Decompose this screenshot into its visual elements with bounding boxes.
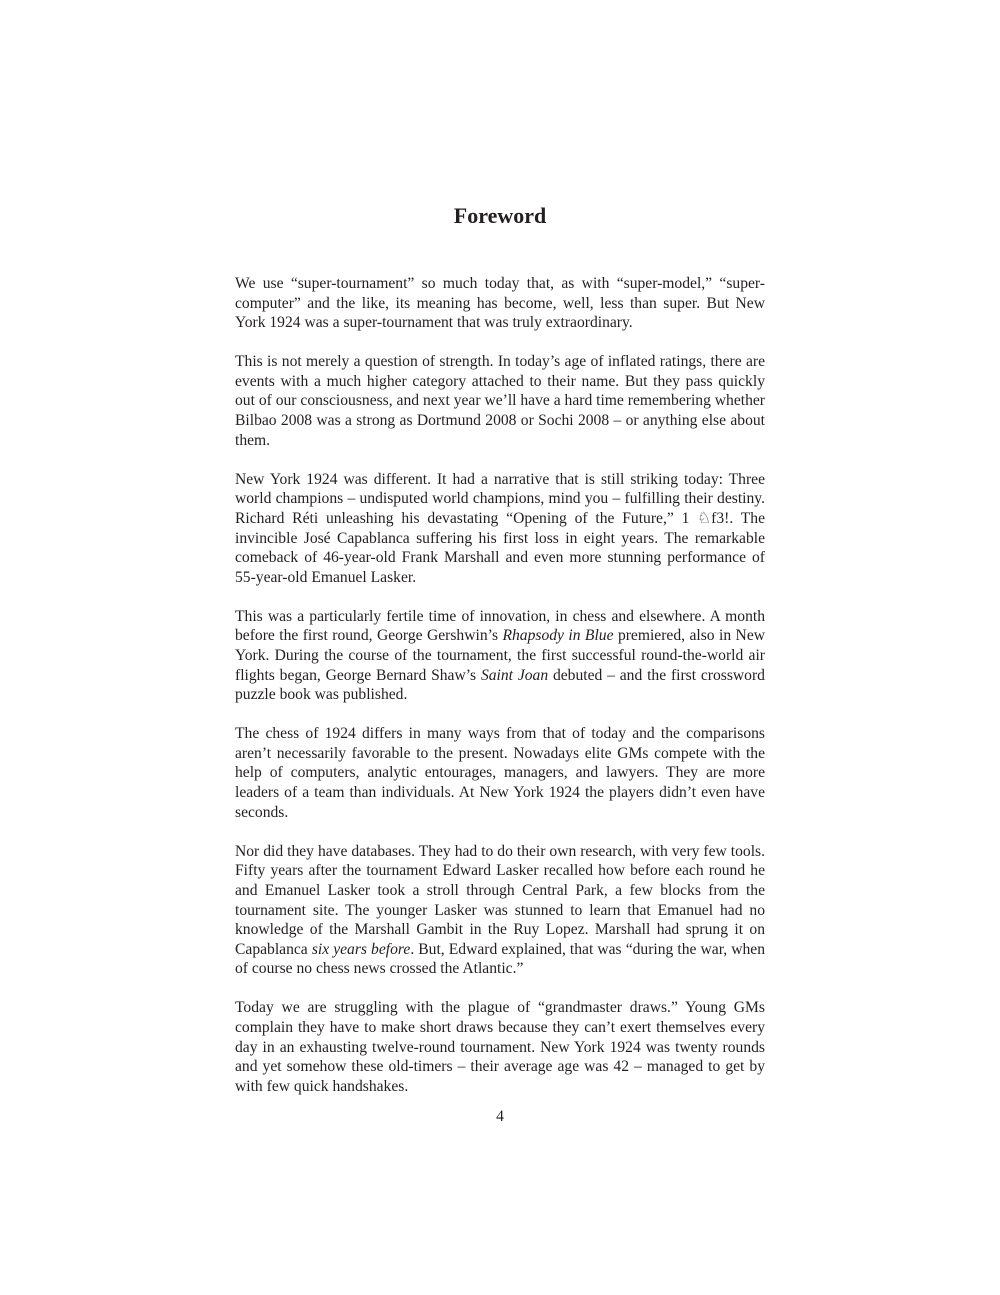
paragraph-text: . But, Edward explained, that was “during the war, when of course no chess news crossed the Atlantic.” xyxy=(235,940,766,978)
paragraph xyxy=(235,607,765,705)
paragraph-text: debuted – and the first crossword puzzle book was published. xyxy=(235,666,765,704)
italic-text: Rhapsody in Blue xyxy=(502,627,614,645)
text-body xyxy=(235,274,765,1096)
page-title: Foreword xyxy=(453,203,547,228)
paragraph-text: New York 1924 was different. It had a narrative that is still striking today: Three world champions – undisputed world champions, mind you – fulfilling their destiny. Richard Réti unleashing his devastating “Opening of the Future,” 1 ♘f3!. The invincible José Capablanca suffering his first loss in eight years. The remarkable comeback of 46-year-old Frank Marshall and even more stunning performance of 55-year-old Emanuel Lasker. xyxy=(235,470,765,586)
paragraph-text: Today we are struggling with the plague of “grandmaster draws.” Young GMs complain they have to make short draws because they can’t exert themselves every day in an exhausting twelve-round tournament. New York 1924 was twenty rounds and yet somehow these old-timers – their average age was 42 – managed to get by with few quick handshakes. xyxy=(235,999,765,1095)
paragraph xyxy=(235,724,765,822)
paragraph xyxy=(235,470,765,588)
paragraph-text: Nor did they have databases. They had to do their own research, with very few tools. Fifty years after the tournament Edward Lasker recalled how before each round he and Emanuel Lasker took a stroll through Central Park, a few blocks from the tournament site. The younger Lasker was stunned to learn that Emanuel had no knowledge of the Marshall Gambit in the Ruy Lopez. Marshall had sprung it on Capablanca xyxy=(235,842,765,958)
paragraph-text: This is not merely a question of strength. In today’s age of inflated ratings, there are events with a much higher category attached to their name. But they pass quickly out of our consciousness, and next year we’ll have a hard time remembering whether Bilbao 2008 was a strong as Dortmund 2008 or Sochi 2008 – or anything else about them. xyxy=(235,353,766,449)
page-body xyxy=(235,196,765,1116)
paragraph xyxy=(235,352,765,450)
paragraph-text: premiered, also in New York. During the course of the tournament, the first successful round-the-world air flights began, George Bernard Shaw’s xyxy=(235,627,765,684)
paragraph xyxy=(235,842,765,979)
italic-text: Saint Joan xyxy=(480,666,549,684)
paragraph-text: We use “super-tournament” so much today that, as with “super-model,” “super-computer” and the like, its meaning has become, well, less than super. But New York 1924 was a super-tournament that was truly extraordinary. xyxy=(235,275,765,332)
paragraph xyxy=(235,274,765,333)
italic-text: six years before xyxy=(311,940,411,958)
paragraph-text: This was a particularly fertile time of innovation, in chess and elsewhere. A month before the first round, George Gershwin’s xyxy=(235,607,765,645)
page-number: 4 xyxy=(496,1108,504,1125)
paragraph-text: The chess of 1924 differs in many ways from that of today and the comparisons aren’t necessarily favorable to the present. Nowadays elite GMs compete with the help of computers, analytic entourages, managers, and lawyers. They are more leaders of a team than individuals. At New York 1924 the players didn’t even have seconds. xyxy=(235,725,765,821)
paragraph xyxy=(235,998,765,1096)
